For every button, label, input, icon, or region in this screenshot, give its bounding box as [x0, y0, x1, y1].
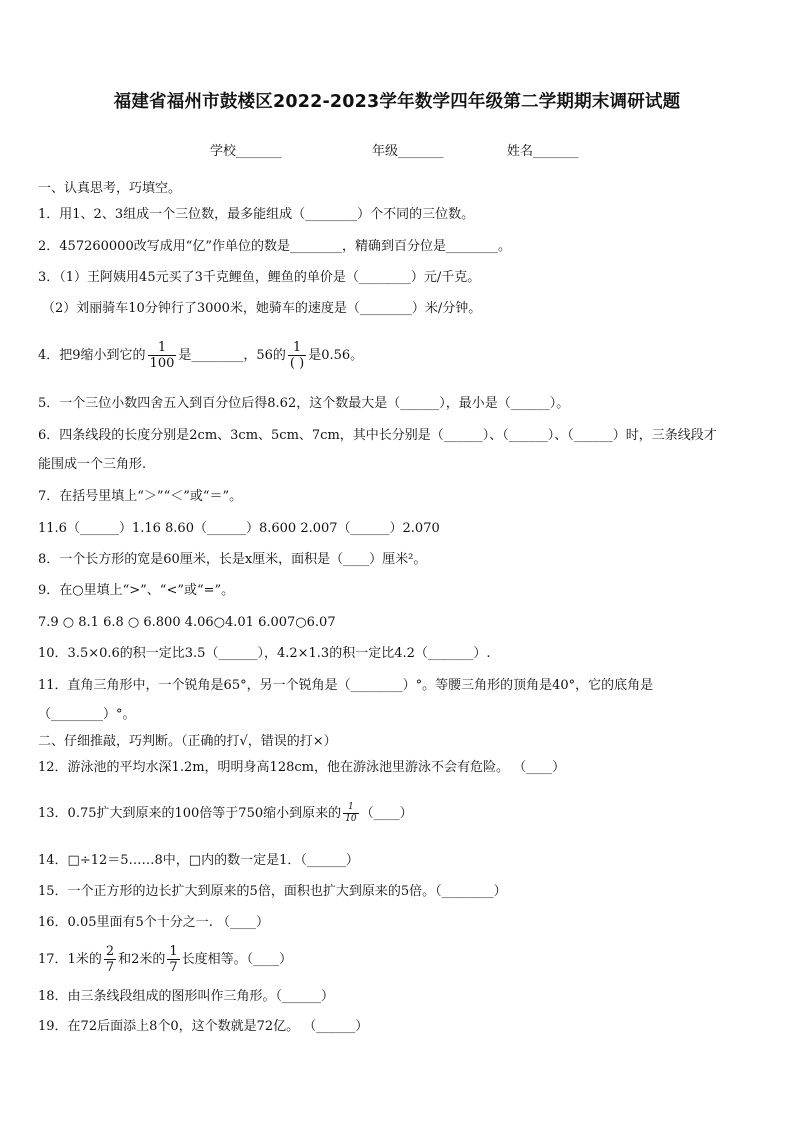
section2-heading: 二、仔细推敲，巧判断。（正确的打√，错误的打×） — [38, 734, 337, 749]
question-7: 7．在括号里填上“＞”“＜”或“＝”。 — [38, 489, 243, 504]
question-4 — [38, 338, 363, 374]
question-12: 12．游泳池的平均水深1.2m，明明身高128cm，他在游泳池里游泳不会有危险。 （____） — [38, 760, 566, 775]
q4-frac1-num: 1 — [148, 341, 177, 356]
q13-frac-num: 1 — [343, 803, 358, 814]
question-8: 8．一个长方形的宽是60厘米，长是x厘米，面积是（____）厘米²。 — [38, 552, 427, 567]
question-19: 19．在72后面添上8个0，这个数就是72亿。 （______） — [38, 1019, 369, 1034]
q17-frac1-num: 2 — [105, 944, 115, 959]
q17-prefix: 17．1米的 — [38, 952, 102, 967]
q17-frac2-den: 7 — [169, 960, 178, 975]
question-9: 9．在○里填上“>”、“<”或“=”。 — [38, 583, 235, 598]
q13-frac-den: 10 — [345, 814, 357, 824]
q17-frac2-num: 1 — [169, 944, 178, 959]
q4-frac2-num: 1 — [288, 341, 306, 356]
question-6a: 6．四条线段的长度分别是2cm、3cm、5cm、7cm，其中长分别是（______）、（______）、（______）时，三条线段才 — [38, 428, 717, 443]
q4-fraction-1 — [148, 341, 177, 370]
q17-suffix: 长度相等。（____） — [181, 952, 293, 967]
question-6b: 能围成一个三角形. — [38, 457, 147, 472]
q17-mid: 和2米的 — [118, 952, 166, 967]
question-14: 14．□÷12＝5……8中，□内的数一定是1．（______） — [38, 853, 359, 868]
question-3a: 3．（1）王阿姨用45元买了3千克鲤鱼，鲤鱼的单价是（________）元/千克。 — [38, 270, 481, 285]
school-field: 学校_______ — [210, 144, 282, 159]
question-11b: （________）°。 — [38, 707, 136, 722]
section1-heading: 一、认真思考，巧填空。 — [38, 181, 182, 196]
question-7-items: 11.6（______）1.16 8.60（______）8.600 2.007（______）2.070 — [38, 521, 440, 536]
question-11a: 11．直角三角形中，一个锐角是65°，另一个锐角是（________）°。等腰三角形的顶角是40°，它的底角是 — [38, 678, 654, 693]
q17-fraction-1 — [104, 945, 116, 974]
q13-suffix: （____） — [360, 806, 413, 821]
question-5: 5．一个三位小数四舍五入到百分位后得8.62，这个数最大是（______），最小是（______）。 — [38, 396, 570, 411]
q4-prefix: 4．把9缩小到它的 — [38, 348, 146, 363]
q4-frac2-den: ( ) — [289, 356, 305, 371]
question-15: 15．一个正方形的边长扩大到原来的5倍，面积也扩大到原来的5倍。（________） — [38, 884, 507, 899]
question-2: 2．457260000改写成用“亿”作单位的数是________，精确到百分位是________。 — [38, 239, 512, 254]
question-9-items: 7.9 ○ 8.1 6.8 ○ 6.800 4.06○4.01 6.007○6.07 — [38, 615, 336, 630]
q4-fraction-2 — [288, 341, 306, 370]
page-title: 福建省福州市鼓楼区2022-2023学年数学四年级第二学期期末调研试题 — [113, 92, 681, 112]
question-1: 1．用1、2、3组成一个三位数，最多能组成（________）个不同的三位数。 — [38, 207, 475, 222]
question-3b: （2）刘丽骑车10分钟行了3000米，她骑车的速度是（________）米/分钟。 — [42, 301, 482, 316]
grade-field: 年级_______ — [372, 144, 444, 159]
q4-frac1-den: 100 — [149, 356, 175, 371]
q13-fraction — [343, 803, 358, 824]
q4-suffix: 是0.56。 — [308, 348, 364, 363]
question-16: 16．0.05里面有5个十分之一. （____） — [38, 915, 270, 930]
question-18: 18．由三条线段组成的图形叫作三角形。（______） — [38, 989, 335, 1004]
question-10: 10．3.5×0.6的积一定比3.5（______），4.2×1.3的积一定比4.2（_______）. — [38, 646, 491, 661]
question-13 — [38, 800, 413, 828]
q4-mid: 是________，56的 — [178, 348, 286, 363]
q17-frac1-den: 7 — [105, 960, 115, 975]
q13-prefix: 13．0.75扩大到原来的100倍等于750缩小到原来的 — [38, 806, 342, 821]
question-17 — [38, 942, 292, 978]
q17-fraction-2 — [167, 945, 179, 974]
name-field: 姓名_______ — [507, 144, 579, 159]
